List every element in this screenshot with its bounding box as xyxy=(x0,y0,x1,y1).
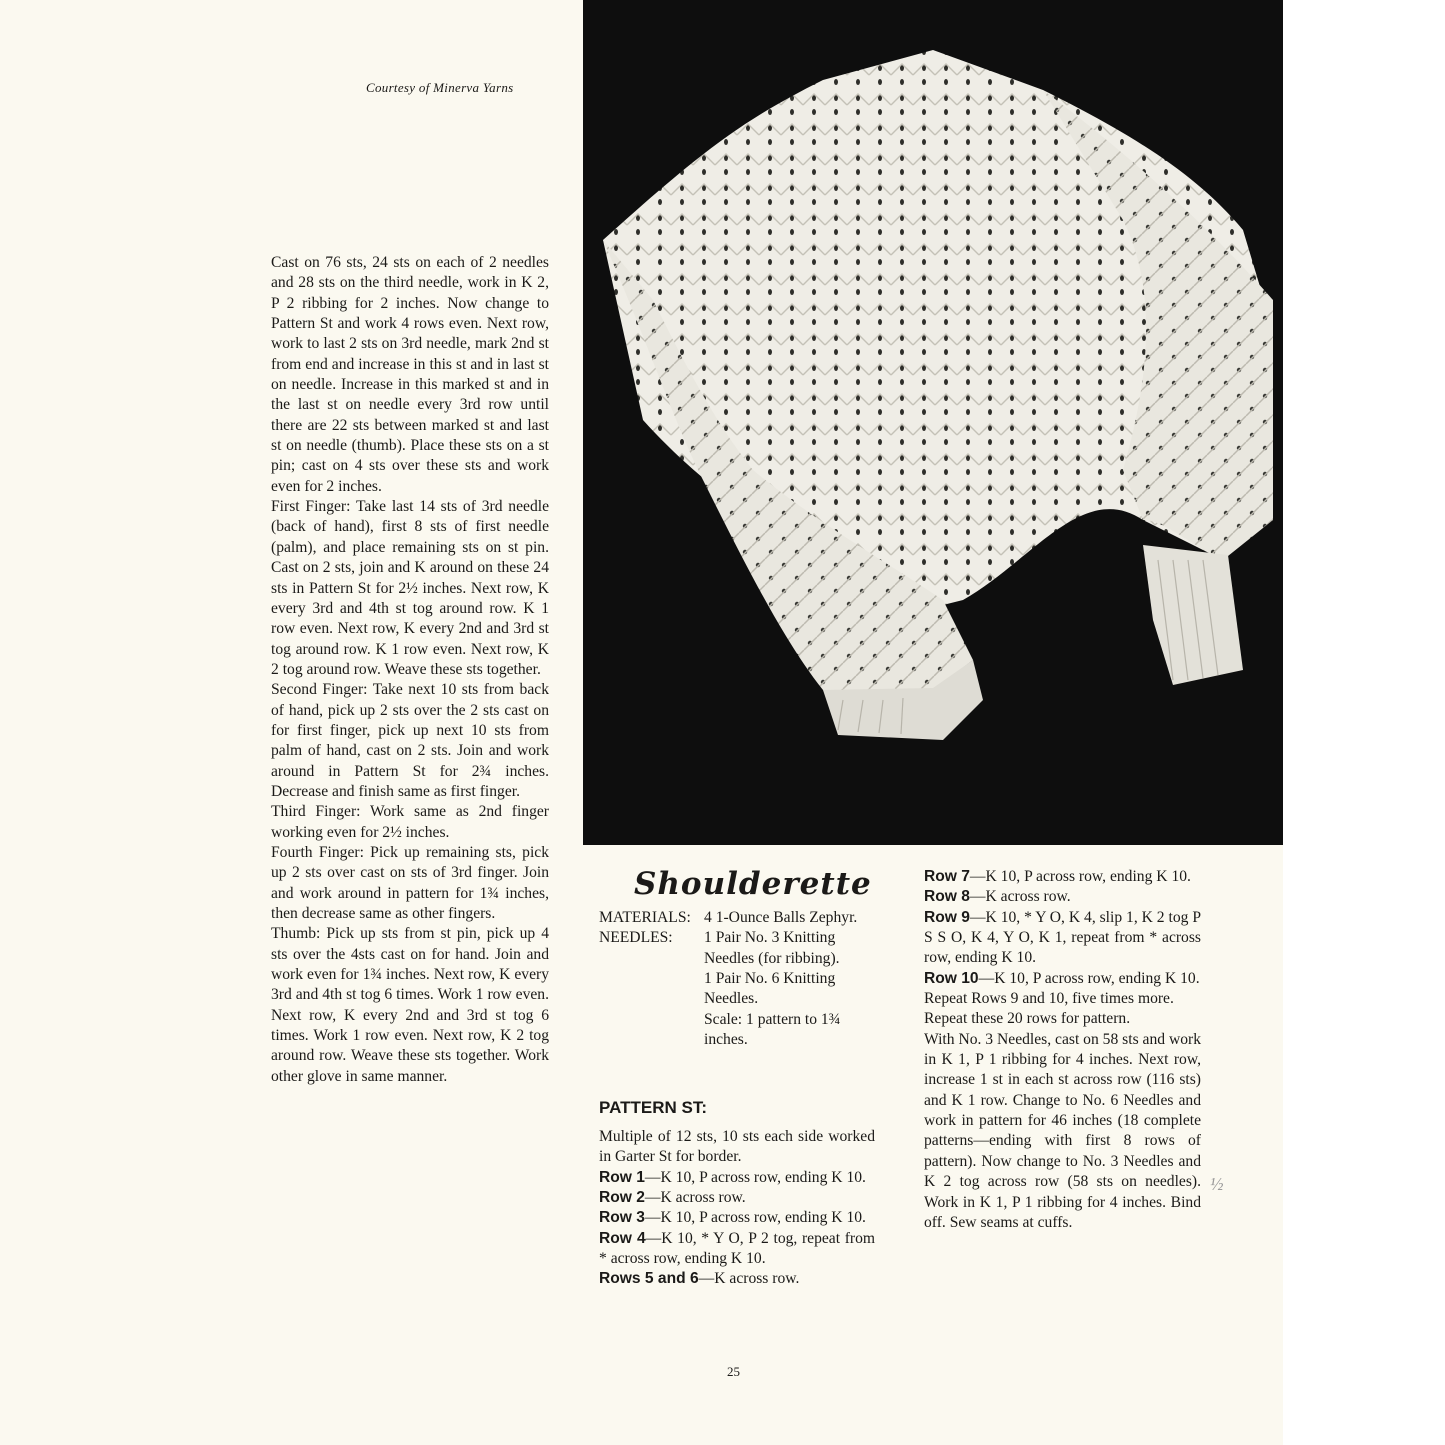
page-number: 25 xyxy=(727,1364,740,1379)
glove-paragraph: Thumb: Pick up sts from st pin, pick up 4 sts over the 4sts cast on for hand. Join and work even for 1¾ inches. Next row, K every 3rd and 4th st tog 6 times. Work 1 row even. Next row, K every 2nd and 3rd st tog 6 times. Work 1 row even. Next row, K 2 tog around row. Weave these sts together. Work other glove in same manner. xyxy=(271,925,549,1085)
needles-pair-3: 1 Pair No. 3 Knitting Needles (for ribbing). xyxy=(704,929,840,967)
materials-list xyxy=(599,908,884,1050)
finish-paragraph: With No. 3 Needles, cast on 58 sts and work in K 1, P 1 ribbing for 4 inches. Next row, increase 1 st in each st across row (116 sts) and K 1 row. Change to No. 6 Needles and work in pattern for 46 inches (18 complete patterns—ending with first 8 rows of pattern). Now change to No. 3 Needles and K 2 tog across row (58 sts on needles). Work in K 1, P 1 ribbing for 4 inches. Bind off. Sew seams at cuffs. xyxy=(924,1030,1201,1231)
shawl-photo xyxy=(583,0,1283,845)
pattern-row xyxy=(924,867,1201,887)
pattern-row xyxy=(599,1269,875,1289)
page-edge xyxy=(1283,0,1445,1445)
row-label: Row 4 xyxy=(599,1229,646,1247)
row-text: —K 10, P across row, ending K 10. xyxy=(644,1209,866,1227)
materials-label: MATERIALS: xyxy=(599,909,691,926)
glove-paragraph: Second Finger: Take next 10 sts from back of hand, pick up 2 sts over the 2 sts cast on for first finger, pick up next 10 sts from palm of hand, cast on 2 sts. Join and work around in Pattern St for 2¾ inches. Decrease and finish same as first finger. xyxy=(271,681,549,800)
row-label: Row 2 xyxy=(599,1189,645,1207)
row-text: —K 10, P across row, ending K 10. xyxy=(969,868,1191,885)
courtesy-credit: Courtesy of Minerva Yarns xyxy=(366,80,514,95)
pattern-row xyxy=(599,1229,875,1270)
pattern-row xyxy=(924,969,1201,989)
pencil-annotation: ½ xyxy=(1210,1174,1224,1194)
glove-instructions xyxy=(271,253,549,1087)
row-text: —K 10, P across row, ending K 10. xyxy=(978,969,1200,987)
row-label: Row 10 xyxy=(924,969,979,987)
glove-paragraph: Third Finger: Work same as 2nd finger working even for 2½ inches. xyxy=(271,803,549,841)
row-label: Row 9 xyxy=(924,908,970,926)
pattern-row xyxy=(599,1168,875,1188)
pattern-rows-col2 xyxy=(599,1127,875,1290)
pattern-row xyxy=(924,908,1201,969)
needles-value xyxy=(704,928,884,1050)
row-text: —K across row. xyxy=(969,888,1071,906)
finish-paragraph: Repeat these 20 rows for pattern. xyxy=(924,1010,1131,1028)
finish-paragraph: Repeat Rows 9 and 10, five times more. xyxy=(924,990,1174,1008)
shawl-photo-icon xyxy=(583,0,1283,845)
pattern-title: Shoulderette xyxy=(634,866,872,902)
gauge-scale: Scale: 1 pattern to 1¾ inches. xyxy=(704,1010,841,1049)
glove-paragraph: First Finger: Take last 14 sts of 3rd needle (back of hand), first 8 sts of first needle (palm), and place remaining sts on st pin. Cast on 2 sts, join and K around on these 24 sts in Pattern St for 2½ inches. Next row, K every 3rd and 4th st tog around row. K 1 row even. Next row, K every 2nd and 3rd st tog around row. K 1 row even. Next row, K 2 tog around row. Weave these sts together. xyxy=(271,498,549,678)
pattern-row xyxy=(599,1208,875,1228)
row-text: —K across row. xyxy=(698,1270,800,1288)
needles-pair-6: 1 Pair No. 6 Knitting Needles. xyxy=(704,970,836,1008)
row-text: —K across row. xyxy=(644,1189,746,1207)
pattern-rows-col3 xyxy=(924,867,1201,1233)
pattern-intro: Multiple of 12 sts, 10 sts each side worked in Garter St for border. xyxy=(599,1128,875,1166)
materials-value: 4 1-Ounce Balls Zephyr. xyxy=(704,909,858,926)
pattern-row xyxy=(599,1188,875,1208)
row-label: Row 1 xyxy=(599,1168,645,1186)
row-label: Row 7 xyxy=(924,868,970,885)
glove-paragraph: Cast on 76 sts, 24 sts on each of 2 needles and 28 sts on the third needle, work in K 2, P 2 ribbing for 2 inches. Now change to Pattern St and work 4 rows even. Next row, work to last 2 sts on 3rd needle, mark 2nd st from end and increase in this st and in last st on needle. Increase in this marked st and in the last st on needle every 3rd row until there are 22 sts between marked st and last st on needle (thumb). Place these sts on a st pin; cast on 4 sts over these sts and work even for 2 inches. xyxy=(271,254,549,495)
row-label: Rows 5 and 6 xyxy=(599,1270,699,1288)
needles-label: NEEDLES: xyxy=(599,929,673,947)
glove-paragraph: Fourth Finger: Pick up remaining sts, pick up 2 sts over cast on sts of 3rd finger. Join and work around in pattern for 1¾ inches, then decrease same as other fingers. xyxy=(271,843,549,922)
pattern-row xyxy=(924,887,1201,907)
row-text: —K 10, * Y O, K 4, slip 1, K 2 tog P S S O, K 4, Y O, K 1, repeat from * across row, ending K 10. xyxy=(924,908,1202,967)
pattern-st-heading: PATTERN ST: xyxy=(599,1098,707,1117)
needles-row xyxy=(599,928,884,1050)
materials-row xyxy=(599,908,884,928)
row-text: —K 10, P across row, ending K 10. xyxy=(644,1168,866,1186)
row-text: —K 10, * Y O, P 2 tog, repeat from * across row, ending K 10. xyxy=(599,1229,875,1268)
row-label: Row 3 xyxy=(599,1209,645,1227)
row-label: Row 8 xyxy=(924,888,970,906)
